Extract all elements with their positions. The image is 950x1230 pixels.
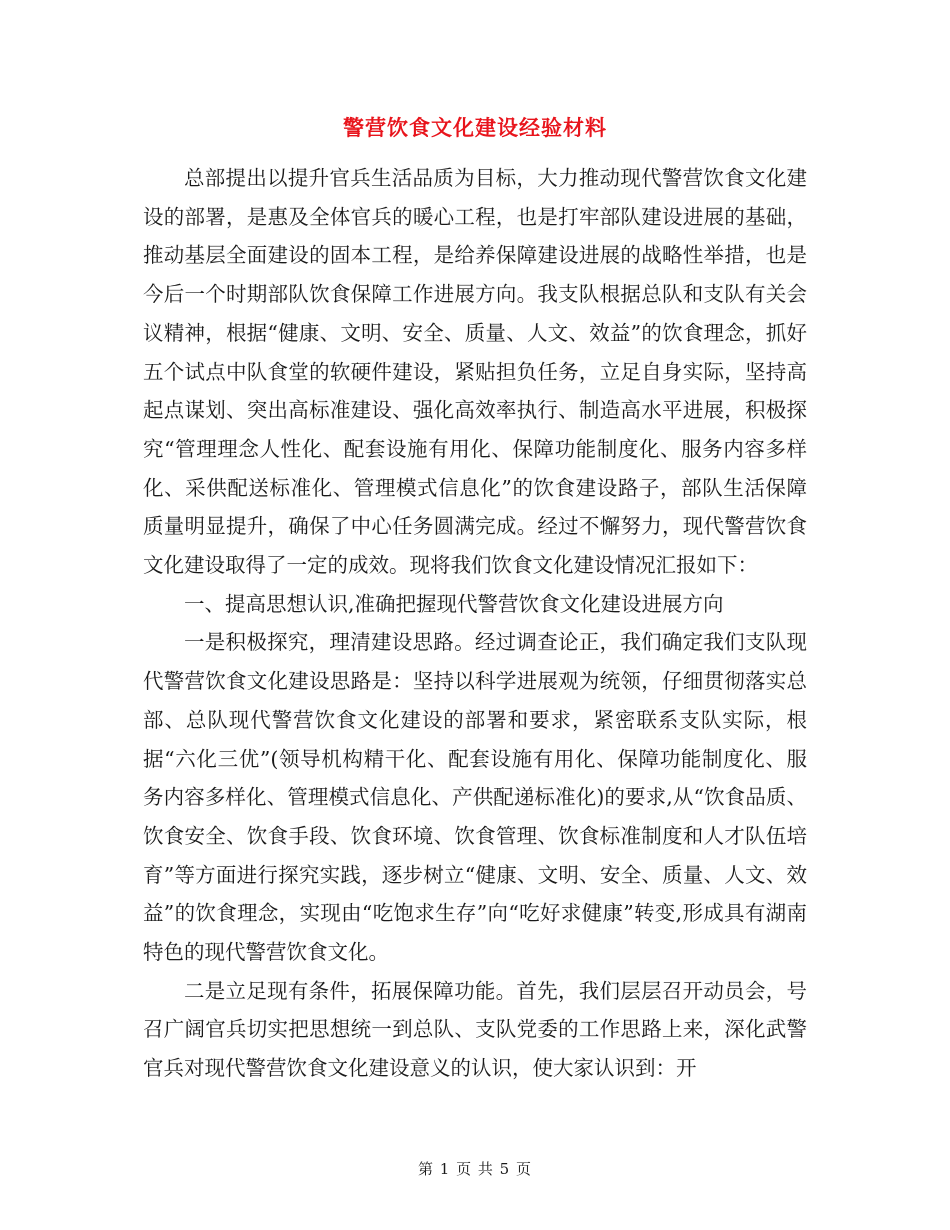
page-number-footer: 第 1 页 共 5 页 [418,1160,532,1178]
paragraph-point-1: 一是积极探究，理清建设思路。经过调查论正，我们确定我们支队现代警营饮食文化建设思路是：坚持以科学进展观为统领，仔细贯彻落实总部、总队现代警营饮食文化建设的部署和要求，紧密联系支队实际，根据“六化三优”(领导机构精干化、配套设施有用化、保障功能制度化、服务内容多样化、管理模式信息化、产供配递标准化)的要求,从“饮食品质、饮食安全、饮食手段、饮食环境、饮食管理、饮食标准制度和人才队伍培育”等方面进行探究实践，逐步树立“健康、文明、安全、质量、人文、效益”的饮食理念，实现由“吃饱求生存”向“吃好求健康”转变,形成具有湖南特色的现代警营饮食文化。 [143,630,807,965]
section-heading-1: 一、提高思想认识,准确把握现代警营饮食文化建设进展方向 [184,591,724,616]
paragraph-point-2: 二是立足现有条件，拓展保障功能。首先，我们层层召开动员会，号召广阔官兵切实把思想统一到总队、支队党委的工作思路上来，深化武警官兵对现代警营饮食文化建设意义的认识，使大家认识到：开 [143,978,807,1081]
document-title: 警营饮食文化建设经验材料 [343,115,607,140]
document-body [143,159,807,1088]
paragraph-intro: 总部提出以提升官兵生活品质为目标，大力推动现代警营饮食文化建设的部署，是惠及全体官兵的暖心工程，也是打牢部队建设进展的基础，推动基层全面建设的固本工程，是给养保障建设进展的战略性举措，也是今后一个时期部队饮食保障工作进展方向。我支队根据总队和支队有关会议精神，根据“健康、文明、安全、质量、人文、效益”的饮食理念，抓好五个试点中队食堂的软硬件建设，紧贴担负任务，立足自身实际，坚持高起点谋划、突出高标准建设、强化高效率执行、制造高水平进展，积极探究“管理理念人性化、配套设施有用化、保障功能制度化、服务内容多样化、采供配送标准化、管理模式信息化”的饮食建设路子，部队生活保障质量明显提升，确保了中心任务圆满完成。经过不懈努力，现代警营饮食文化建设取得了一定的成效。现将我们饮食文化建设情况汇报如下： [143,166,807,578]
